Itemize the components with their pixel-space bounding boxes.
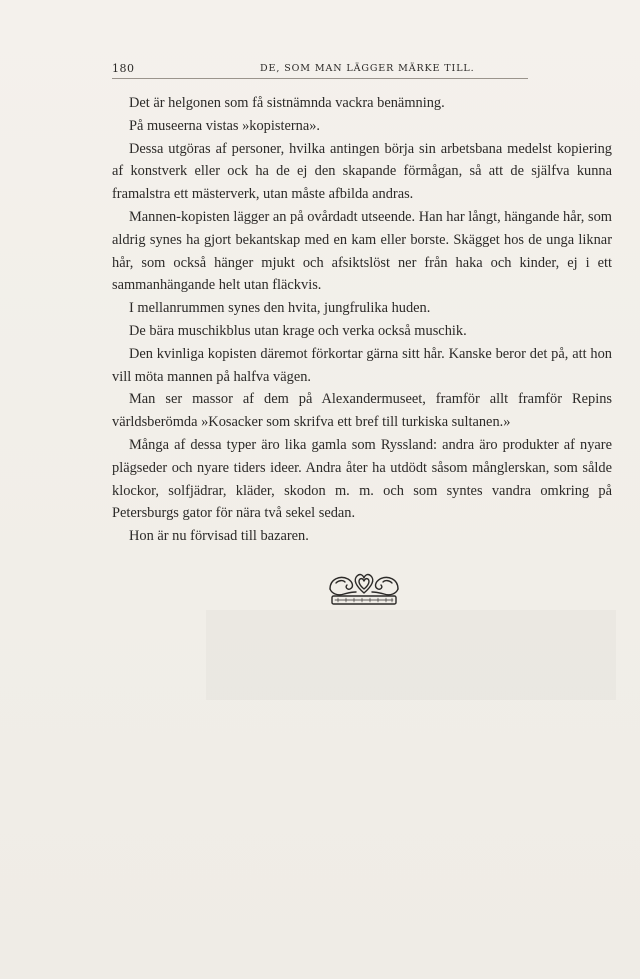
- ornament-vignette-icon: [326, 567, 402, 607]
- paragraph: Mannen-kopisten lägger an på ovårdadt utseende. Han har långt, hängande hår, som aldrig synes ha gjort bekantskap med en kam eller borste. Skägget hos de unga liknar hår, som också hänger mjukt och afsiktslöst ner från haka och kinder, ej i ett sammanhängande helt utan fläckvis.: [112, 208, 612, 294]
- paragraph: Dessa utgöras af personer, hvilka antingen börja sin arbetsbana medelst kopiering af konstverk eller ock ha de ej den skapande förmågan, så att de själfva kunna framalstra ett mästerverk, utan måste afbilda andras.: [112, 140, 612, 203]
- paragraph: De bära muschikblus utan krage och verka också muschik.: [129, 322, 467, 339]
- paragraph: Många af dessa typer äro lika gamla som Ryssland: andra äro produkter af nyare plägseder och nyare tiders ideer. Andra åter ha utdödt såsom månglerskan, som sålde klockor, solfjädrar, kläder, skodon m. m. och som syntes vandra omkring på Petersburgs gator för nära två sekel sedan.: [112, 436, 612, 522]
- paragraph: Hon är nu förvisad till bazaren.: [129, 528, 309, 545]
- paragraph: På museerna vistas »kopisterna».: [129, 117, 321, 134]
- body-text: [112, 92, 612, 548]
- running-head: DE, SOM MAN LÄGGER MÄRKE TILL.: [260, 63, 475, 74]
- paragraph: Det är helgonen som få sistnämnda vackra benämning.: [129, 95, 445, 111]
- page-header: [112, 62, 528, 79]
- page-number: 180: [112, 62, 135, 75]
- paragraph: I mellanrummen synes den hvita, jungfrulika huden.: [129, 300, 431, 317]
- paragraph: Den kvinliga kopisten däremot förkortar gärna sitt hår. Kanske beror det på, att hon vill möta mannen på halfva vägen.: [112, 345, 612, 385]
- paragraph: Man ser massor af dem på Alexandermuseet, framför allt framför Repins världsberömda »Kosacker som skrifva ett bref till turkiska sultanen.»: [112, 391, 612, 431]
- paper-show-through: [206, 610, 616, 700]
